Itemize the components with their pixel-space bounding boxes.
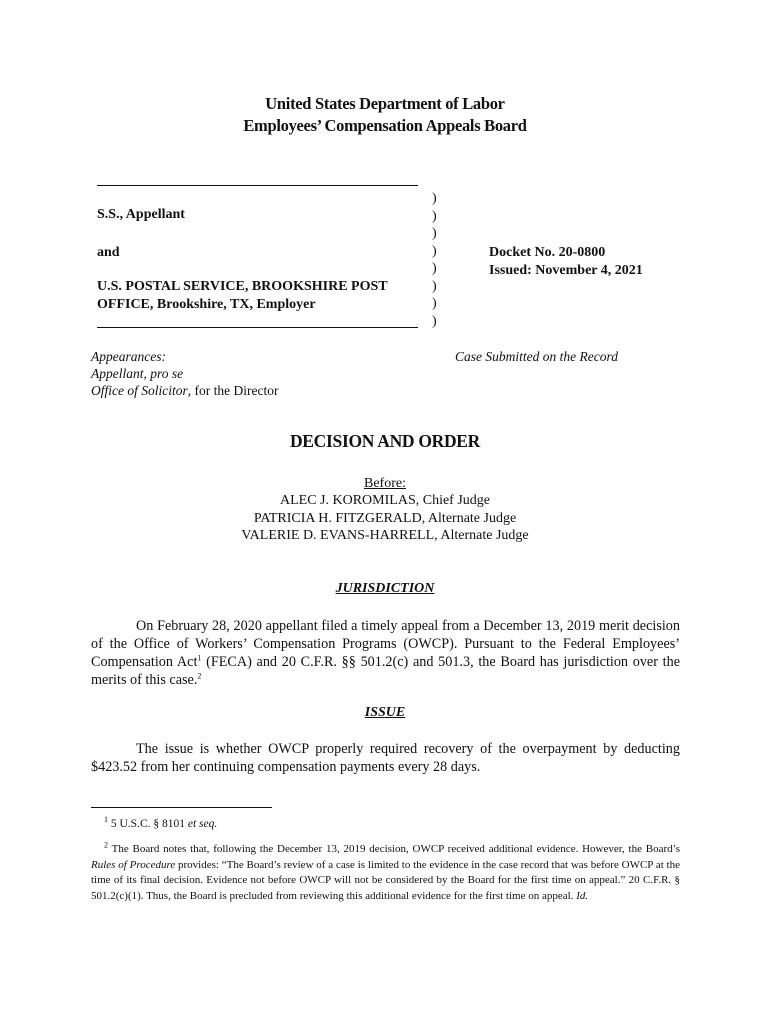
solicitor-name: Office of Solicitor (91, 383, 188, 398)
footnote-2-id: Id. (576, 889, 589, 902)
issued-date: Issued: November 4, 2021 (489, 263, 643, 278)
footnote-2 (91, 842, 680, 904)
footnote-2-text-a: The Board notes that, following the December 13, 2019 decision, OWCP received additional evidence. However, the Board’s (111, 843, 680, 855)
footnote-1-italic: et seq. (187, 818, 218, 830)
solicitor-suffix: , for the Director (187, 383, 279, 398)
footnote-1 (91, 817, 680, 833)
footnote-2-text-b: provides: “The Board’s review of a case is limited to the evidence in the case record that was before OWCP at the time of its final decision. Evidence not before OWCP will not be considered by the Board for the first time on appeal.” 20 C.F.R. § 501.2(c)(1). Thus, the Board is precluded from reviewing this additional evidence for the first time on appeal. (91, 858, 680, 902)
submission-note: Case Submitted on the Record (455, 349, 618, 364)
agency-name: United States Department of Labor (265, 94, 505, 113)
caption-parentheses: ) ) ) ) ) ) ) ) (432, 191, 437, 329)
caption-and: and (97, 245, 120, 260)
jurisdiction-text-1: On February 28, 2020 appellant filed a timely appeal from a December 13, 2019 merit decision of the Office of Workers’ Compensation Programs (OWCP). Pursuant to the Federal Employees’ Compensation Act (91, 618, 680, 670)
employer-line-2: OFFICE, Brookshire, TX, Employer (97, 297, 316, 312)
judge-1: ALEC J. KOROMILAS, Chief Judge (280, 493, 490, 508)
appellant-name: S.S., Appellant (97, 207, 185, 222)
appearances-label: Appearances: (91, 349, 166, 364)
before-label: Before: (364, 476, 406, 491)
jurisdiction-text-2: (FECA) and 20 C.F.R. §§ 501.2(c) and 501.3, the Board has jurisdiction over the merits of this case. (91, 654, 680, 688)
footnote-2-number: 2 (104, 840, 108, 850)
solicitor-appearance (91, 383, 278, 400)
docket-number: Docket No. 20-0800 (489, 245, 606, 260)
decision-title: DECISION AND ORDER (289, 431, 481, 451)
caption-top-rule (97, 185, 418, 186)
footnote-separator (91, 807, 272, 808)
appellant-appearance: Appellant, pro se (91, 366, 184, 381)
jurisdiction-paragraph (91, 617, 680, 689)
judge-2: PATRICIA H. FITZGERALD, Alternate Judge (253, 511, 517, 526)
judge-3: VALERIE D. EVANS-HARRELL, Alternate Judge (241, 528, 529, 543)
jurisdiction-heading: JURISDICTION (335, 581, 435, 596)
issue-paragraph: The issue is whether OWCP properly required recovery of the overpayment by deducting $423.52 from her continuing compensation payments every 28 days. (91, 741, 680, 775)
footnote-ref-1: 1 (197, 653, 202, 663)
footnote-2-rules: Rules of Procedure (91, 858, 176, 871)
caption-bottom-rule (97, 327, 418, 328)
footnote-1-number: 1 (104, 815, 108, 825)
footnote-1-text: 5 U.S.C. § 8101 (110, 818, 188, 830)
board-name: Employees’ Compensation Appeals Board (243, 116, 527, 135)
issue-heading: ISSUE (364, 705, 406, 720)
footnote-ref-2: 2 (197, 671, 202, 681)
employer-line-1: U.S. POSTAL SERVICE, BROOKSHIRE POST (97, 279, 388, 294)
